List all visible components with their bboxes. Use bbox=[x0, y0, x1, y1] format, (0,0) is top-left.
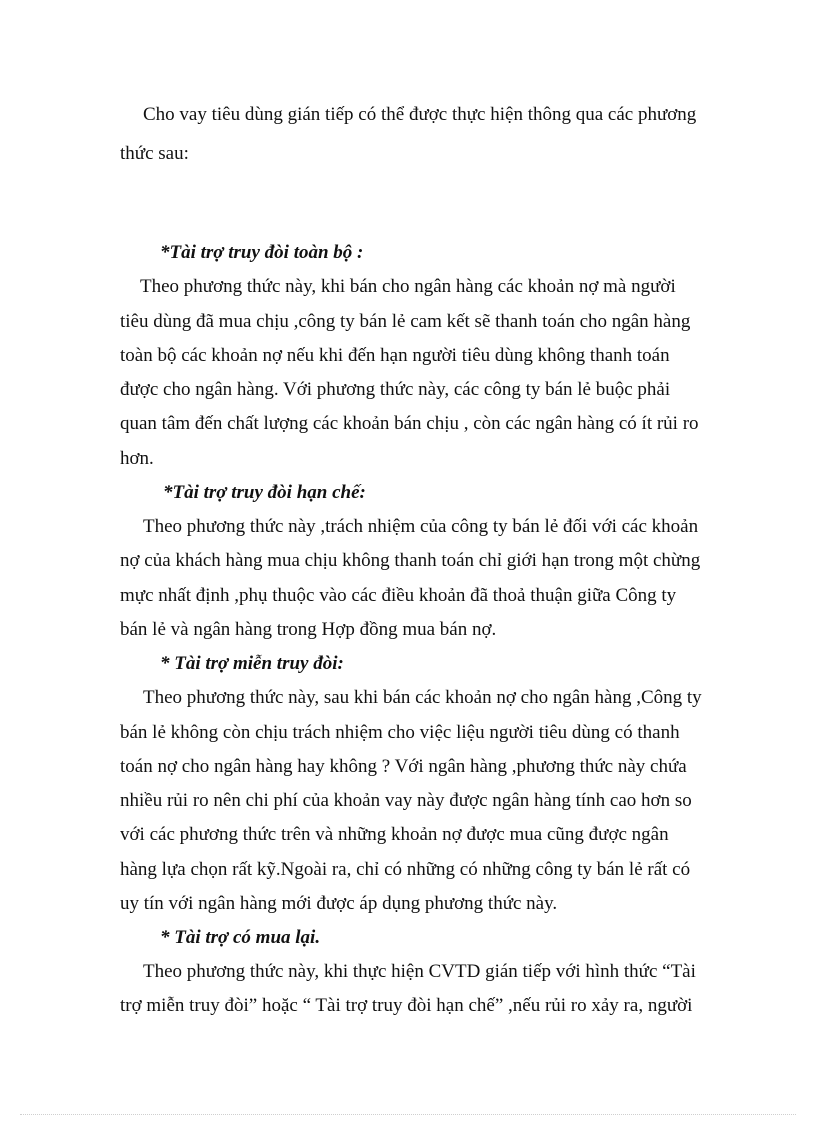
paragraph-line: Theo phương thức này, sau khi bán các khoản nợ cho ngân hàng ,Công ty bbox=[143, 687, 702, 708]
paragraph-line: Theo phương thức này, khi bán cho ngân hàng các khoản nợ mà người bbox=[140, 276, 676, 297]
paragraph-line: tiêu dùng đã mua chịu ,công ty bán lẻ cam kết sẽ thanh toán cho ngân hàng bbox=[120, 311, 691, 332]
paragraph-line: mực nhất định ,phụ thuộc vào các điều khoản đã thoả thuận giữa Công ty bbox=[120, 585, 677, 606]
paragraph-line: nợ của khách hàng mua chịu không thanh toán chỉ giới hạn trong một chừng bbox=[120, 550, 701, 571]
paragraph-line: nhiều rủi ro nên chi phí của khoản vay này được ngân hàng tính cao hơn so bbox=[120, 790, 692, 811]
section-heading-full-recourse: *Tài trợ truy đòi toàn bộ : bbox=[160, 242, 364, 263]
paragraph-line: trợ miễn truy đòi” hoặc “ Tài trợ truy đòi hạn chế” ,nếu rủi ro xảy ra, người bbox=[120, 995, 693, 1016]
paragraph-line: hơn. bbox=[120, 448, 154, 469]
paragraph-line: toán nợ cho ngân hàng hay không ? Với ngân hàng ,phương thức này chứa bbox=[120, 756, 687, 777]
paragraph-line: quan tâm đến chất lượng các khoản bán chịu , còn các ngân hàng có ít rủi ro bbox=[120, 413, 699, 434]
paragraph-line: bán lẻ và ngân hàng trong Hợp đồng mua bán nợ. bbox=[120, 619, 497, 640]
section-heading-limited-recourse: *Tài trợ truy đòi hạn chế: bbox=[163, 482, 366, 503]
paragraph-line: với các phương thức trên và những khoản nợ được mua cũng được ngân bbox=[120, 824, 669, 845]
intro-line-2: thức sau: bbox=[120, 143, 189, 164]
intro-line-1: Cho vay tiêu dùng gián tiếp có thể được thực hiện thông qua các phương bbox=[143, 104, 697, 125]
paragraph-line: bán lẻ không còn chịu trách nhiệm cho việc liệu người tiêu dùng có thanh bbox=[120, 722, 680, 743]
section-heading-non-recourse: * Tài trợ miễn truy đòi: bbox=[160, 653, 344, 674]
section-heading-repurchase: * Tài trợ có mua lại. bbox=[160, 927, 321, 948]
page-bottom-divider bbox=[20, 1114, 796, 1115]
paragraph-line: toàn bộ các khoản nợ nếu khi đến hạn người tiêu dùng không thanh toán bbox=[120, 345, 670, 366]
paragraph-line: Theo phương thức này, khi thực hiện CVTD gián tiếp với hình thức “Tài bbox=[143, 961, 696, 982]
paragraph-line: uy tín với ngân hàng mới được áp dụng phương thức này. bbox=[120, 893, 558, 914]
paragraph-line: Theo phương thức này ,trách nhiệm của công ty bán lẻ đối với các khoản bbox=[143, 516, 699, 537]
paragraph-line: hàng lựa chọn rất kỹ.Ngoài ra, chỉ có những có những công ty bán lẻ rất có bbox=[120, 859, 691, 880]
paragraph-line: được cho ngân hàng. Với phương thức này, các công ty bán lẻ buộc phải bbox=[120, 379, 671, 400]
